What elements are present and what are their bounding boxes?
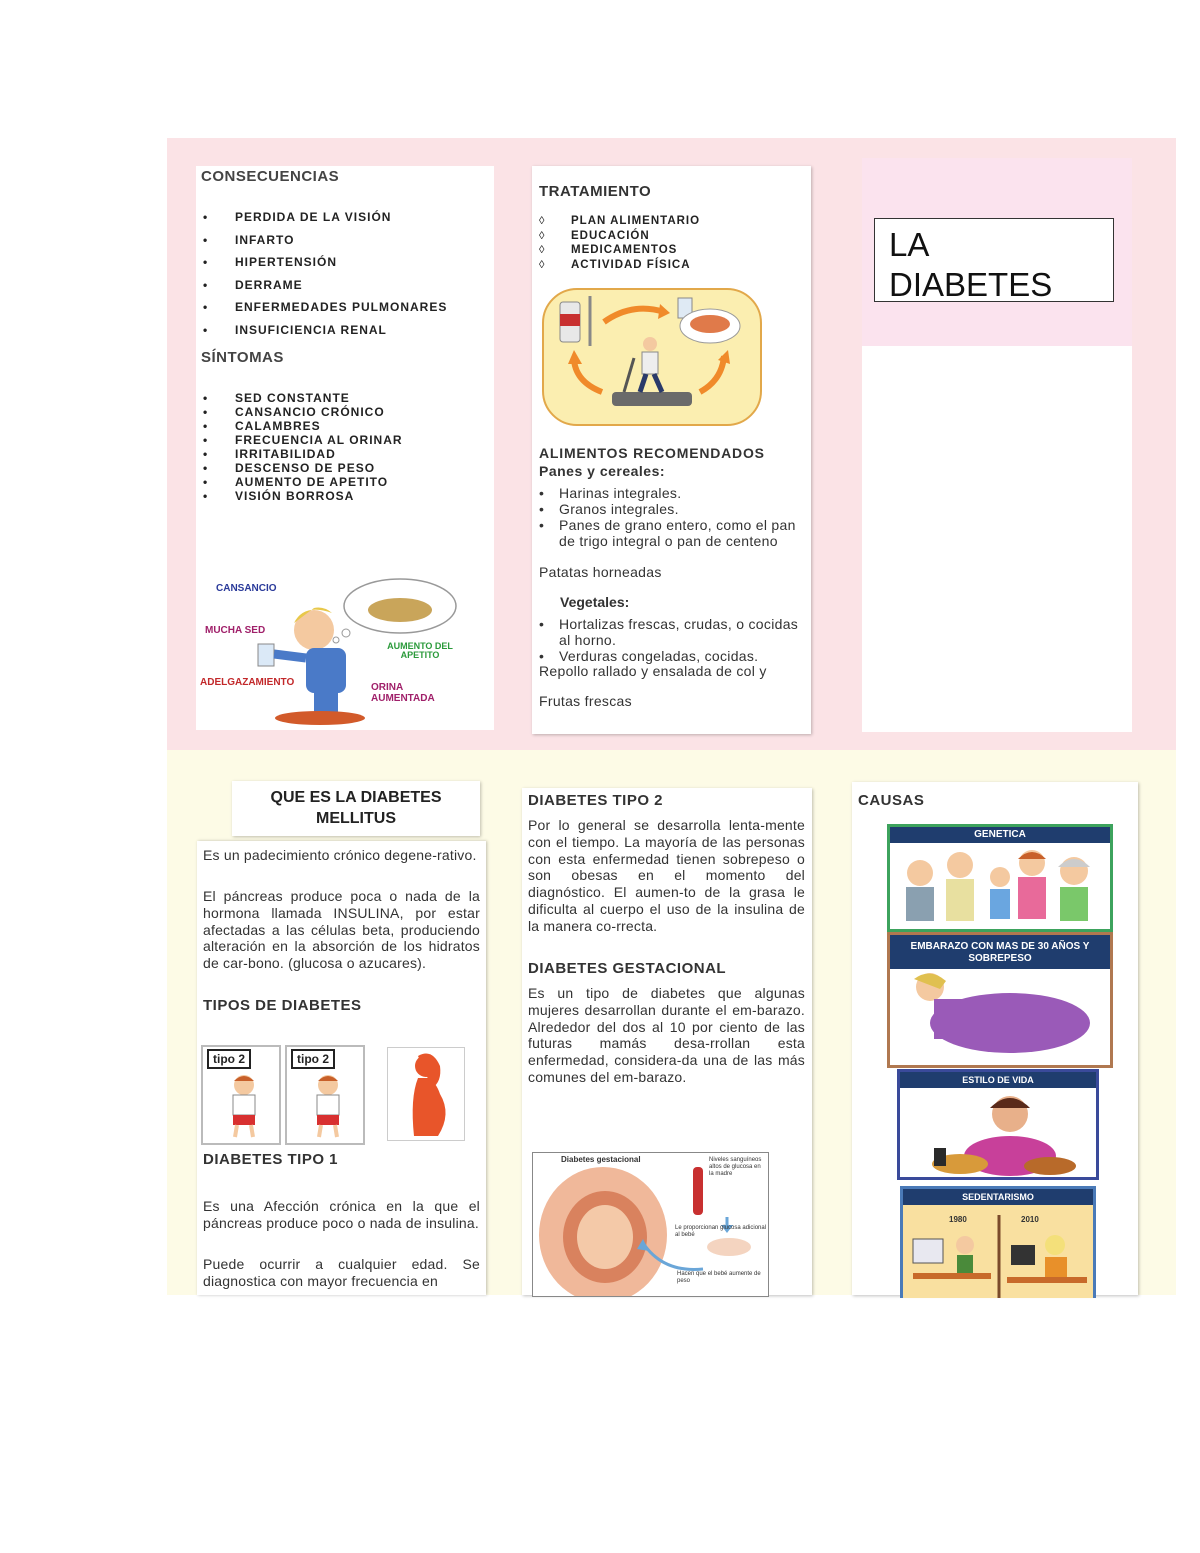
list-item: • FRECUENCIA AL ORINAR bbox=[201, 433, 491, 447]
label-adelgazamiento: ADELGAZAMIENTO bbox=[200, 677, 295, 688]
panes-list bbox=[537, 485, 802, 549]
diagram-label: Le proporcionan glucosa adicional al bebé bbox=[675, 1225, 767, 1238]
cause-card-estilo bbox=[897, 1069, 1099, 1180]
tipo-image-2 bbox=[285, 1045, 365, 1145]
tratamiento-panel bbox=[532, 166, 811, 734]
vegetales-list bbox=[537, 616, 802, 664]
list-item: • INSUFICIENCIA RENAL bbox=[201, 323, 491, 346]
patatas-text: Patatas horneadas bbox=[539, 564, 662, 580]
tipo-image-1 bbox=[201, 1045, 281, 1145]
pregnant-woman-icon bbox=[890, 969, 1110, 1059]
gestational-diagram bbox=[532, 1152, 769, 1297]
year-label: 2010 bbox=[1021, 1215, 1039, 1224]
list-item: • CANSANCIO CRÓNICO bbox=[201, 405, 491, 419]
list-item: • INFARTO bbox=[201, 233, 491, 256]
que-es-title: QUE ES LA DIABETES MELLITUS bbox=[270, 789, 442, 827]
cause-title: EMBARAZO CON MAS DE 30 AÑOS Y SOBREPESO bbox=[890, 935, 1110, 969]
tipo2-panel bbox=[522, 788, 812, 1295]
tipo1-p2: Puede ocurrir a cualquier edad. Se diagnostica con mayor frecuencia en bbox=[203, 1256, 480, 1289]
cause-title: ESTILO DE VIDA bbox=[900, 1072, 1096, 1088]
symptoms-illustration bbox=[196, 578, 492, 728]
treatment-cycle-illustration bbox=[542, 288, 762, 426]
list-item: ◊ EDUCACIÓN bbox=[537, 229, 807, 244]
que-es-panel bbox=[197, 841, 486, 1295]
child-icon bbox=[303, 1071, 353, 1139]
alimentos-title: ALIMENTOS RECOMENDADOS bbox=[539, 445, 765, 461]
que-es-p1: Es un padecimiento crónico degene-rativo. bbox=[203, 847, 477, 863]
list-item: ◊ MEDICAMENTOS bbox=[537, 243, 807, 258]
list-item: • ENFERMEDADES PULMONARES bbox=[201, 300, 491, 323]
list-item: • VISIÓN BORROSA bbox=[201, 489, 491, 503]
year-label: 1980 bbox=[949, 1215, 967, 1224]
eating-person-icon bbox=[900, 1088, 1096, 1178]
repollo-text: Repollo rallado y ensalada de col y bbox=[539, 663, 767, 679]
pregnant-image bbox=[387, 1047, 465, 1141]
tratamiento-title: TRATAMIENTO bbox=[539, 183, 652, 200]
cause-title: SEDENTARISMO bbox=[903, 1189, 1093, 1205]
tipos-title: TIPOS DE DIABETES bbox=[203, 997, 362, 1014]
family-icon bbox=[890, 843, 1110, 931]
list-item: • HIPERTENSIÓN bbox=[201, 255, 491, 278]
list-item: • PERDIDA DE LA VISIÓN bbox=[201, 210, 491, 233]
pregnant-woman-icon bbox=[388, 1048, 464, 1140]
list-item: • DESCENSO DE PESO bbox=[201, 461, 491, 475]
label-mucha-sed: MUCHA SED bbox=[205, 625, 266, 636]
list-item: ◊ ACTIVIDAD FÍSICA bbox=[537, 258, 807, 273]
causas-title: CAUSAS bbox=[858, 792, 925, 809]
diagram-label: Niveles sanguíneos altos de glucosa en la madre bbox=[709, 1157, 762, 1177]
causas-panel bbox=[852, 782, 1138, 1295]
treatment-cycle-icon bbox=[542, 288, 762, 426]
consecuencias-list bbox=[201, 210, 491, 345]
list-item: • Verduras congeladas, cocidas. bbox=[537, 648, 802, 664]
desk-workers-icon bbox=[903, 1205, 1093, 1298]
cover-title: LA DIABETES bbox=[889, 226, 1053, 302]
tipo1-title: DIABETES TIPO 1 bbox=[203, 1151, 339, 1168]
sintomas-title: SÍNTOMAS bbox=[201, 349, 284, 366]
tipo2-title: DIABETES TIPO 2 bbox=[528, 792, 664, 809]
label-orina-aumentada: ORINA AUMENTADA bbox=[371, 682, 435, 704]
list-item: • CALAMBRES bbox=[201, 419, 491, 433]
consecuencias-panel bbox=[196, 166, 494, 730]
child-icon bbox=[219, 1071, 269, 1139]
list-item: • Granos integrales. bbox=[537, 501, 802, 517]
cover-blank-area bbox=[862, 346, 1132, 732]
tipo-tag: tipo 2 bbox=[207, 1049, 251, 1069]
list-item: ◊ PLAN ALIMENTARIO bbox=[537, 214, 807, 229]
diagram-title: Diabetes gestacional bbox=[561, 1155, 641, 1164]
tratamiento-list bbox=[537, 214, 807, 272]
diagram-label: Hacen que el bebé aumente de peso bbox=[677, 1271, 761, 1284]
cover-title-box bbox=[874, 218, 1114, 302]
consecuencias-title: CONSECUENCIAS bbox=[201, 168, 340, 185]
list-item: • AUMENTO DE APETITO bbox=[201, 475, 491, 489]
tipo1-p1: Es una Afección crónica en la que el páncreas produce poco o nada de insulina. bbox=[203, 1198, 480, 1231]
vegetales-subtitle: Vegetales: bbox=[560, 594, 630, 610]
list-item: • DERRAME bbox=[201, 278, 491, 301]
gestacional-text: Es un tipo de diabetes que algunas mujeres desarrollan durante el em-barazo. Alrededor del dos al 10 por ciento de las futuras mamás desa-rrollan esta enfermedad, considera-da una de las más comunes del em-barazo. bbox=[528, 985, 805, 1085]
tipo2-text: Por lo general se desarrolla lenta-mente con el tiempo. La mayoría de las personas con esta enfermedad tienen sobrepeso o son obesas en el momento del diagnóstico. El aumen-to de la grasa le dificulta al cuerpo el uso de la insulina de la manera co-rrecta. bbox=[528, 817, 805, 934]
que-es-title-box bbox=[232, 781, 480, 836]
label-cansancio: CANSANCIO bbox=[216, 583, 277, 594]
list-item: • SED CONSTANTE bbox=[201, 391, 491, 405]
gestacional-title: DIABETES GESTACIONAL bbox=[528, 960, 727, 977]
list-item: • Panes de grano entero, como el pan de trigo integral o pan de centeno bbox=[537, 517, 802, 549]
frutas-text: Frutas frescas bbox=[539, 693, 632, 709]
cause-card-genetica bbox=[887, 824, 1113, 932]
cause-card-embarazo bbox=[887, 932, 1113, 1068]
sintomas-list bbox=[201, 391, 491, 503]
cause-card-sedentarismo bbox=[900, 1186, 1096, 1298]
tipo-tag: tipo 2 bbox=[291, 1049, 335, 1069]
list-item: • Hortalizas frescas, crudas, o cocidas al horno. bbox=[537, 616, 802, 648]
list-item: • IRRITABILIDAD bbox=[201, 447, 491, 461]
label-aumento-apetito: AUMENTO DEL APETITO bbox=[387, 641, 453, 660]
panes-subtitle: Panes y cereales: bbox=[539, 463, 666, 479]
list-item: • Harinas integrales. bbox=[537, 485, 802, 501]
cause-title: GENETICA bbox=[890, 827, 1110, 843]
que-es-p2: El páncreas produce poca o nada de la hormona llamada INSULINA, por estar afectadas a las células beta, produciendo alteración en la absorción de los hidratos de car-bono. (glucosa o azucares). bbox=[203, 888, 480, 972]
